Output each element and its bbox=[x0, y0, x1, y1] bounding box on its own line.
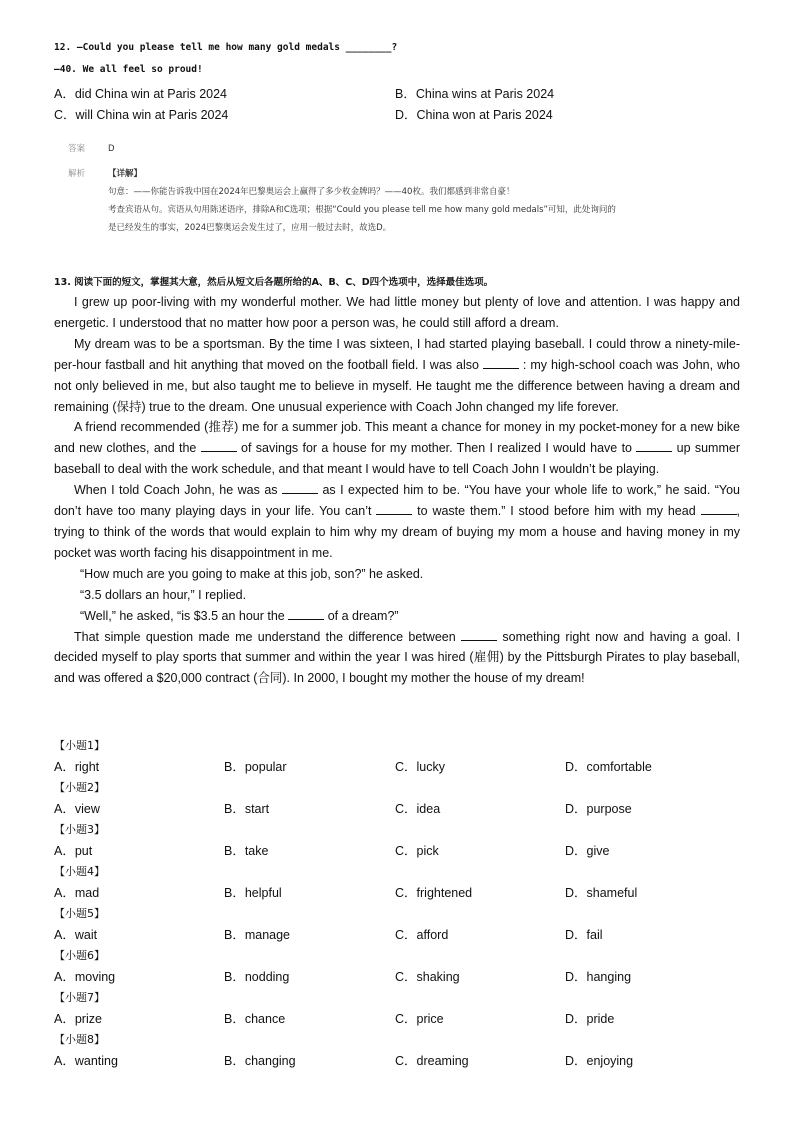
blank-8 bbox=[461, 630, 497, 641]
sub-question-option: D．enjoying bbox=[565, 1054, 634, 1068]
blank-2 bbox=[201, 441, 237, 452]
blank-6 bbox=[701, 504, 737, 515]
sub-question-option: A．mad bbox=[54, 886, 100, 900]
passage-paragraph-6 bbox=[54, 585, 740, 606]
sub-question-option: B．manage bbox=[224, 928, 291, 942]
passage-text: something right now and having a goal. I decided myself to play sports that summer and within the year I was hired (雇佣) by the Pittsburgh Pirates to play baseball, and was offered a $20,000 contract (合同). In 2000, I bought my mother the house of my dream! bbox=[54, 629, 740, 686]
sub-question-option: A．right bbox=[54, 760, 100, 774]
passage-text: to waste them.” I stood before him with my head bbox=[412, 504, 701, 519]
q12-option-b: B．China wins at Paris 2024 bbox=[395, 87, 555, 101]
passage-text: My dream was to be a sportsman. By the time I was sixteen, I had started playing baseball. I could throw a ninety-mile-per-hour fastball and hit anything that moved on the football field. I was also bbox=[54, 336, 740, 372]
passage-paragraph-7 bbox=[54, 606, 740, 627]
passage-text: up summer baseball to deal with the work schedule, and that meant I would have to tell Coach John I wouldn’t be playing. bbox=[54, 441, 740, 477]
passage-text: When I told Coach John, he was as bbox=[74, 483, 282, 498]
sub-question-label: 【小题1】 bbox=[54, 739, 105, 752]
blank-4 bbox=[282, 483, 318, 494]
sub-question-option: D．pride bbox=[565, 1012, 615, 1026]
passage-text: That simple question made me understand the difference between bbox=[74, 629, 462, 644]
sub-question-option: C．afford bbox=[395, 928, 449, 942]
sub-question-label: 【小题4】 bbox=[54, 865, 105, 878]
analysis-title: 【详解】 bbox=[108, 169, 143, 179]
sub-question-option: C．shaking bbox=[395, 970, 460, 984]
answer-label: 答案 bbox=[68, 144, 86, 154]
sub-question-label: 【小题2】 bbox=[54, 781, 105, 794]
sub-question-option: B．popular bbox=[224, 760, 287, 774]
passage-text: I grew up poor-living with my wonderful mother. We had little money but plenty of love and attention. I was happy and energetic. I understood that no matter how poor a person was, he could still afford a dream. bbox=[54, 295, 740, 330]
sub-question-option: A．put bbox=[54, 844, 93, 858]
sub-question-option: C．frightened bbox=[395, 886, 473, 900]
sub-question-option: A．prize bbox=[54, 1012, 102, 1026]
sub-question-label: 【小题6】 bbox=[54, 949, 105, 962]
blank-3 bbox=[636, 441, 672, 452]
sub-question-option: C．price bbox=[395, 1012, 444, 1026]
passage-paragraph-4 bbox=[54, 480, 740, 564]
sub-question-option: D．hanging bbox=[565, 970, 632, 984]
answer-value: D bbox=[108, 144, 115, 154]
passage-text: of savings for a house for my mother. Then I realized I would have to bbox=[236, 441, 637, 456]
sub-question-option: D．shameful bbox=[565, 886, 638, 900]
q12-option-d: D．China won at Paris 2024 bbox=[395, 108, 553, 122]
sub-question-option: C．pick bbox=[395, 844, 439, 858]
passage-text: of a dream?” bbox=[324, 608, 399, 623]
analysis-line: 考查宾语从句。宾语从句用陈述语序，排除A和C选项；根据“Could you please tell me how many gold medals”可知，此处询问的 bbox=[108, 205, 616, 215]
sub-question-label: 【小题5】 bbox=[54, 907, 105, 920]
sub-question-option: B．start bbox=[224, 802, 270, 816]
sub-question-option: D．comfortable bbox=[565, 760, 652, 774]
q12-option-c: C．will China win at Paris 2024 bbox=[54, 108, 229, 122]
sub-question-option: D．give bbox=[565, 844, 610, 858]
q12-reply: —40. We all feel so proud! bbox=[54, 64, 203, 75]
passage-paragraph-8 bbox=[54, 627, 740, 690]
sub-question-option: B．helpful bbox=[224, 886, 282, 900]
sub-question-option: C．dreaming bbox=[395, 1054, 469, 1068]
sub-question-option: B．nodding bbox=[224, 970, 290, 984]
sub-question-label: 【小题3】 bbox=[54, 823, 105, 836]
q12-option-a: A．did China win at Paris 2024 bbox=[54, 87, 228, 101]
sub-question-option: B．chance bbox=[224, 1012, 286, 1026]
analysis-label: 解析 bbox=[68, 169, 86, 179]
passage-text: “3.5 dollars an hour,” I replied. bbox=[80, 587, 247, 602]
sub-question-option: D．purpose bbox=[565, 802, 632, 816]
passage-text: as I expected him to be. “You have your whole life to work,” he said. “You don’t have too many playing days in your life. You can’t bbox=[54, 483, 740, 519]
blank-5 bbox=[376, 504, 412, 515]
sub-question-option: D．fail bbox=[565, 928, 603, 942]
sub-question-option: C．lucky bbox=[395, 760, 446, 774]
q12-stem: 12. —Could you please tell me how many gold medals ________? bbox=[54, 42, 398, 53]
sub-question-option: A．wanting bbox=[54, 1054, 118, 1068]
sub-question-option: C．idea bbox=[395, 802, 441, 816]
sub-question-option: A．view bbox=[54, 802, 100, 816]
q13-heading: 13. 阅读下面的短文，掌握其大意，然后从短文后各题所给的A、B、C、D四个选项中，选择最佳选项。 bbox=[54, 277, 494, 288]
passage-text: , trying to think of the words that would explain to him why my dream of buying my mom a house and having money in my pocket was worth facing his disappointment in me. bbox=[54, 504, 740, 560]
passage-text: A friend recommended (推荐) me for a summer job. This meant a chance for money in my pocket-money for a new bike and new clothes, and the bbox=[54, 420, 740, 456]
passage-paragraph-2 bbox=[54, 334, 740, 418]
passage-paragraph-1 bbox=[54, 292, 740, 334]
passage-text: “Well,” he asked, “is $3.5 an hour the bbox=[80, 608, 289, 623]
passage-text: “How much are you going to make at this job, son?” he asked. bbox=[80, 566, 424, 581]
analysis-line: 句意：——你能告诉我中国在2024年巴黎奥运会上赢得了多少枚金牌吗？——40枚。我们都感到非常自豪！ bbox=[108, 187, 515, 197]
analysis-line: 是已经发生的事实，2024巴黎奥运会发生过了，应用一般过去时，故选D。 bbox=[108, 223, 392, 233]
sub-question-option: B．changing bbox=[224, 1054, 296, 1068]
blank-1 bbox=[483, 358, 519, 369]
sub-question-option: A．wait bbox=[54, 928, 98, 942]
passage-text: : my high-school coach was John, who not only believed in me, but also taught me to believe in myself. He taught me the difference between having a dream and remaining (保持) true to the dream. One unusual experience with Coach John changed my life forever. bbox=[54, 357, 740, 414]
sub-question-option: B．take bbox=[224, 844, 269, 858]
passage-paragraph-3 bbox=[54, 417, 740, 480]
sub-question-label: 【小题8】 bbox=[54, 1033, 105, 1046]
passage-paragraph-5 bbox=[54, 564, 740, 585]
sub-question-label: 【小题7】 bbox=[54, 991, 105, 1004]
sub-question-option: A．moving bbox=[54, 970, 116, 984]
q13-passage bbox=[54, 292, 740, 689]
blank-7 bbox=[288, 609, 324, 620]
